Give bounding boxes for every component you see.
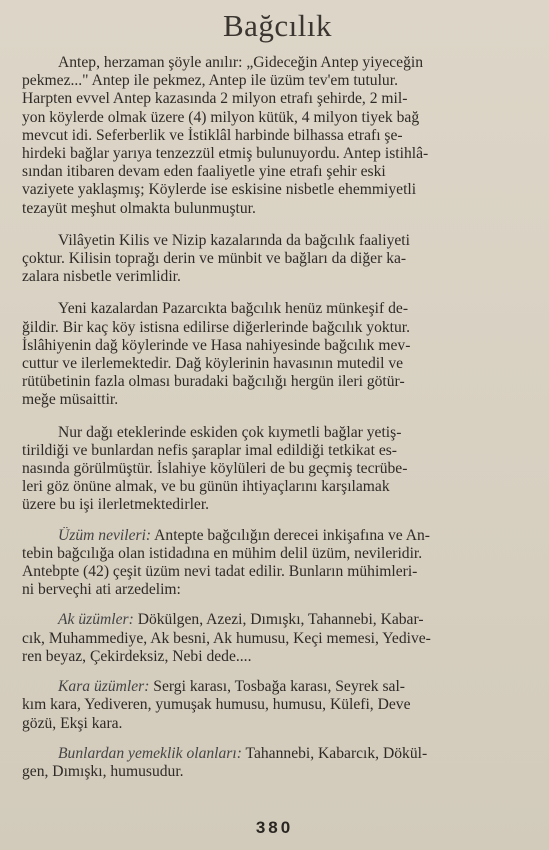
paragraph-edible-grapes bbox=[22, 745, 533, 781]
text-line: zalara nisbetle verimlidir. bbox=[22, 268, 181, 286]
text-line: meğe müsaittir. bbox=[22, 391, 119, 409]
text-line: üzere bu işi ilerletmektedirler. bbox=[22, 496, 210, 514]
text-line: yon köylerde olmak üzere (4) milyon kütük, 4 milyon tiyek bağ bbox=[22, 108, 420, 126]
text-line: tezayüt meşhut olmakta bulunmuştur. bbox=[22, 199, 256, 217]
text-line: nasında görülmüştür. İslahiye köylüleri de bu geçmiş tecrübe- bbox=[22, 460, 408, 478]
section-lead: Ak üzümler: bbox=[58, 611, 134, 629]
section-lead: Bunlardan yemeklik olanları: bbox=[58, 744, 242, 762]
text-line: Vilâyetin Kilis ve Nizip kazalarında da bağcılık faaliyeti bbox=[58, 231, 410, 249]
text-line: tebin bağcılığa olan istidadına en mühim delil üzüm, nevileridir. bbox=[22, 544, 423, 562]
text-line: ren beyaz, Çekirdeksiz, Nebi dede.... bbox=[22, 647, 252, 665]
paragraph-nur-mountain bbox=[22, 424, 533, 515]
paragraph-grape-varieties bbox=[22, 527, 533, 600]
text-line: gözü, Ekşi kara. bbox=[22, 714, 123, 732]
text-line: sından itibaren devam eden faaliyetle yine etrafı şehir eski bbox=[22, 163, 386, 181]
text-line: Üzüm nevileri: Antepte bağcılığın derecei inkişafına ve An- bbox=[58, 526, 430, 544]
section-lead: Üzüm nevileri: bbox=[58, 526, 152, 544]
text-line: İslâhiyenin dağ köylerinde ve Hasa nahiyesinde bağcılık mev- bbox=[22, 336, 411, 354]
text-line: vaziyete yaklaşmış; Köylerde ise eskisine nisbetle ehemmiyetli bbox=[22, 181, 417, 199]
section-lead: Kara üzümler: bbox=[58, 678, 150, 696]
text-line: Harpten evvel Antep kazasında 2 milyon etrafı şehirde, 2 mil- bbox=[22, 90, 408, 108]
page-title: Bağcılık bbox=[222, 8, 333, 43]
text-line: hirdeki bağlar yarıya tenzezzül etmiş bulunuyordu. Antep istihlâ- bbox=[22, 145, 429, 163]
text-line: cık, Muhammediye, Ak besni, Ak humusu, Keçi memesi, Yedive- bbox=[22, 629, 431, 647]
paragraph-new-districts bbox=[22, 300, 533, 409]
text-line: kım kara, Yediveren, yumuşak humusu, humusu, Külefi, Deve bbox=[22, 696, 411, 714]
paragraph-intro bbox=[22, 54, 533, 218]
page-number: 380 bbox=[255, 818, 294, 837]
paragraph-kilis-nizip bbox=[22, 232, 533, 287]
text-line: Ak üzümler: Dökülgen, Azezi, Dımışkı, Tahannebi, Kabar- bbox=[58, 611, 424, 629]
text-line: Antep, herzaman şöyle anılır: „Gideceğin Antep yiyeceğin bbox=[58, 54, 424, 71]
text-line: pekmez..." Antep ile pekmez, Antep ile üzüm tev'em tutulur. bbox=[22, 72, 398, 90]
text-line: leri göz önüne almak, ve bu günün ihtiyaçlarını karşılamak bbox=[22, 478, 390, 496]
text-line: Antebpte (42) çeşit üzüm nevi tadat edilir. Bunların mühimleri- bbox=[22, 563, 418, 581]
text-line: cuttur ve ilerlemektedir. Dağ köylerinin havasının mutedil ve bbox=[22, 355, 404, 373]
text-line: mevcut idi. Seferberlik ve İstiklâl harbinde bilhassa etrafı şe- bbox=[22, 126, 403, 144]
paragraph-black-grapes bbox=[22, 678, 533, 733]
text-line: Kara üzümler: Sergi karası, Tosbağa karası, Seyrek sal- bbox=[58, 678, 405, 696]
text-line: Yeni kazalardan Pazarcıkta bağcılık henüz münkeşif de- bbox=[58, 300, 409, 318]
text-line: ğildir. Bir kaç köy istisna edilirse diğerlerinde bağcılık yoktur. bbox=[22, 318, 411, 336]
paragraph-white-grapes bbox=[22, 611, 533, 666]
text-line: Bunlardan yemeklik olanları: Tahannebi, Kabarcık, Dökül- bbox=[58, 744, 428, 762]
text-line: rütübetinin fazla olması buradaki bağcılığı hergün ileri götür- bbox=[22, 373, 405, 391]
text-line: tirildiği ve bunlardan nefis şaraplar imal edildiği tetkikat es- bbox=[22, 441, 398, 459]
text-line: çoktur. Kilisin toprağı derin ve münbit ve bağları da diğer ka- bbox=[22, 250, 407, 268]
text-line: gen, Dımışkı, humusudur. bbox=[22, 762, 184, 780]
body-text bbox=[22, 54, 533, 781]
text-line: Nur dağı eteklerinde eskiden çok kıymetli bağlar yetiş- bbox=[58, 423, 402, 441]
text-line: ni berveçhi ati arzedelim: bbox=[22, 581, 181, 599]
